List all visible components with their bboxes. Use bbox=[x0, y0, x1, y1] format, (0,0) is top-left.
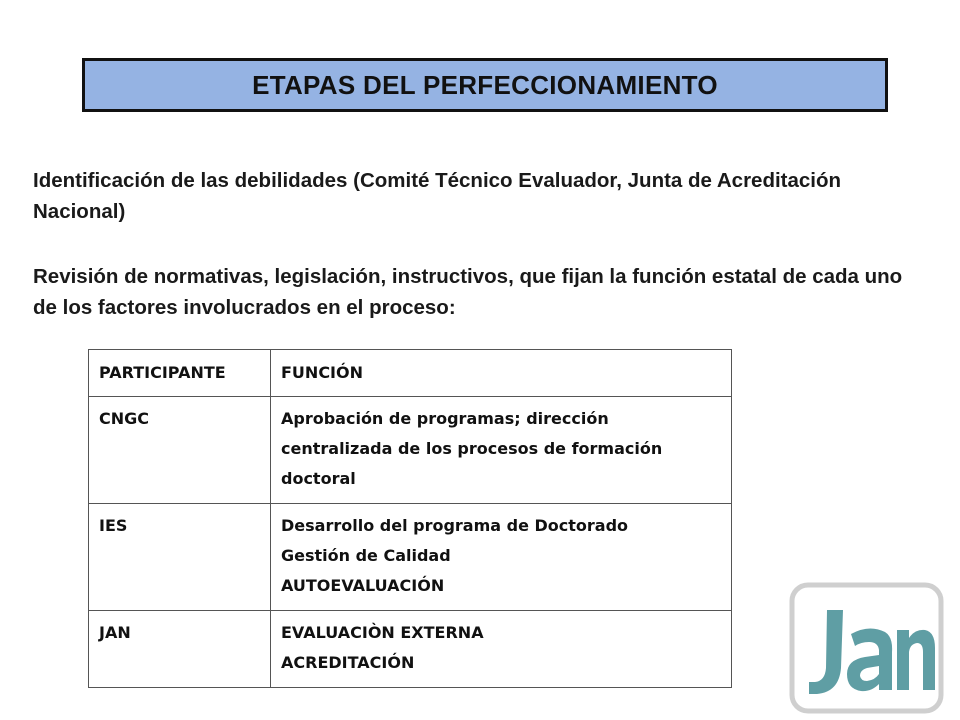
function-line: Desarrollo del programa de Doctorado bbox=[281, 516, 629, 535]
jan-logo bbox=[789, 582, 944, 714]
title-box bbox=[82, 58, 888, 112]
paragraph-regulations: Revisión de normativas, legislación, instructivos, que fijan la función estatal de cada uno de los factores involucrados en el proceso: bbox=[33, 265, 903, 319]
function-line: ACREDITACIÓN bbox=[281, 653, 415, 672]
table-header-row bbox=[89, 350, 732, 397]
function-line: AUTOEVALUACIÓN bbox=[281, 576, 445, 595]
header-function: FUNCIÓN bbox=[271, 350, 732, 397]
paragraph-weaknesses: Identificación de las debilidades (Comité Técnico Evaluador, Junta de Acreditación Nacional) bbox=[33, 169, 842, 223]
header-participant: PARTICIPANTE bbox=[89, 350, 271, 397]
function-cell bbox=[271, 397, 732, 504]
function-line: EVALUACIÒN EXTERNA bbox=[281, 623, 484, 642]
participant-cell: CNGC bbox=[89, 397, 271, 504]
table-row bbox=[89, 611, 732, 688]
function-line: Gestión de Calidad bbox=[281, 546, 451, 565]
table-row bbox=[89, 397, 732, 504]
function-cell bbox=[271, 504, 732, 611]
participants-table bbox=[88, 349, 732, 688]
slide-title: ETAPAS DEL PERFECCIONAMIENTO bbox=[252, 69, 718, 100]
participant-cell: IES bbox=[89, 504, 271, 611]
participant-cell: JAN bbox=[89, 611, 271, 688]
table-row bbox=[89, 504, 732, 611]
function-cell bbox=[271, 611, 732, 688]
function-line: Aprobación de programas; dirección centralizada de los procesos de formación doctoral bbox=[281, 409, 663, 488]
